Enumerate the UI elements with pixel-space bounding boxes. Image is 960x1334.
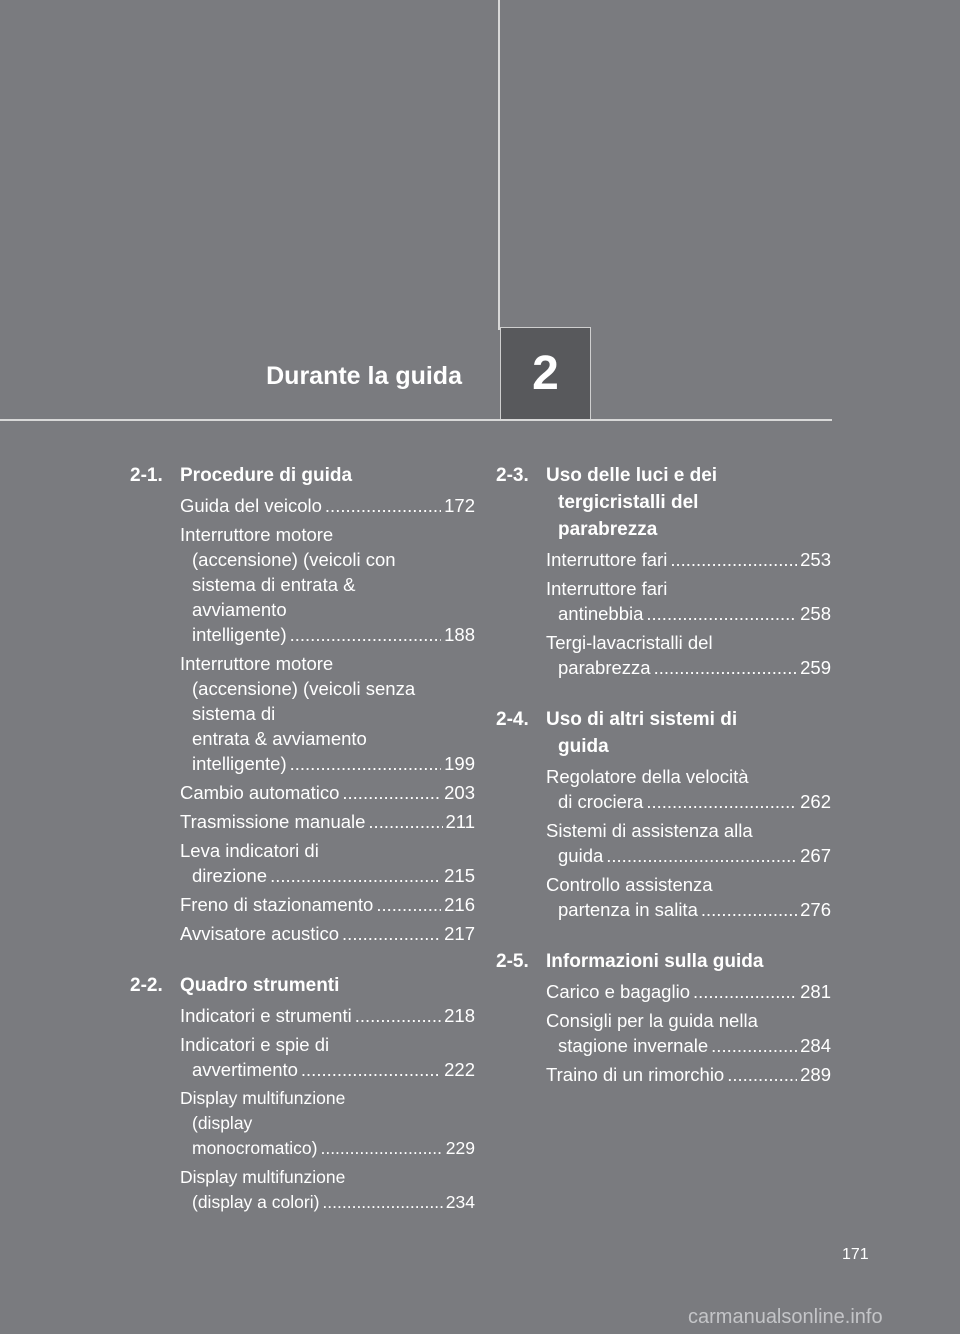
entry-text-line: Freno di stazionamento xyxy=(180,894,374,915)
entry-page-number: 262 xyxy=(800,791,831,812)
dot-leader xyxy=(355,1003,441,1028)
toc-entry[interactable] xyxy=(180,651,475,776)
entry-page-number: 199 xyxy=(444,753,475,774)
toc-section xyxy=(496,462,831,680)
entry-last-line xyxy=(546,601,831,626)
entry-text-line: Cambio automatico xyxy=(180,782,340,803)
entry-text-line: Interruttore fari xyxy=(546,549,668,570)
toc-section xyxy=(496,948,831,1087)
entry-last-line xyxy=(180,863,475,888)
entry-page-number: 276 xyxy=(800,899,831,920)
toc-entry[interactable] xyxy=(180,921,475,946)
entry-page-number: 289 xyxy=(800,1064,831,1085)
entry-page-number: 203 xyxy=(444,782,475,803)
vertical-divider xyxy=(498,0,500,330)
entry-page-number: 216 xyxy=(444,894,475,915)
dot-leader xyxy=(693,979,797,1004)
entry-text-line: intelligente) xyxy=(192,624,287,645)
dot-leader xyxy=(325,493,441,518)
page-number: 171 xyxy=(842,1246,869,1263)
entry-page-number: 253 xyxy=(800,549,831,570)
entry-text-line: Display multifunzione xyxy=(180,1088,346,1108)
section-title xyxy=(180,462,475,489)
entry-last-line xyxy=(546,843,831,868)
entry-text-line: partenza in salita xyxy=(558,899,698,920)
toc-section xyxy=(496,706,831,922)
chapter-number-box xyxy=(500,327,591,419)
section-title-line: Procedure di guida xyxy=(180,465,353,486)
entry-text-line: Regolatore della velocità xyxy=(546,766,749,787)
entry-last-line xyxy=(546,655,831,680)
entry-last-line xyxy=(180,780,475,805)
entry-last-line xyxy=(180,751,475,776)
dot-leader xyxy=(320,1136,442,1161)
dot-leader xyxy=(606,843,797,868)
entry-text-line: di crociera xyxy=(558,791,644,812)
entry-text-line: Tergi-lavacristalli del xyxy=(546,632,713,653)
dot-leader xyxy=(270,863,441,888)
dot-leader xyxy=(701,897,797,922)
entry-page-number: 281 xyxy=(800,981,831,1002)
entry-text-line: Indicatori e strumenti xyxy=(180,1005,352,1026)
watermark: carmanualsonline.info xyxy=(688,1306,883,1328)
toc-entry[interactable] xyxy=(546,1062,831,1087)
entry-page-number: 172 xyxy=(444,495,475,516)
entry-last-line xyxy=(180,1190,475,1215)
entry-last-line xyxy=(546,1033,831,1058)
section-title xyxy=(180,972,475,999)
entry-text-line: antinebbia xyxy=(558,603,644,624)
entry-page-number: 222 xyxy=(444,1059,475,1080)
section-title-line: Quadro strumenti xyxy=(180,975,340,996)
entry-last-line xyxy=(180,809,475,834)
entry-text-line: (display a colori) xyxy=(192,1192,320,1212)
entry-page-number: 234 xyxy=(445,1192,475,1212)
dot-leader xyxy=(670,547,797,572)
entry-last-line xyxy=(546,897,831,922)
section-title xyxy=(546,948,831,975)
toc-entry[interactable] xyxy=(180,493,475,518)
dot-leader xyxy=(368,809,442,834)
entry-last-line xyxy=(180,1003,475,1028)
section-title-line: Uso delle luci e dei xyxy=(546,465,718,486)
entry-text-line: Leva indicatori di xyxy=(180,840,319,861)
toc-entry[interactable] xyxy=(180,780,475,805)
entry-page-number: 229 xyxy=(445,1138,475,1158)
entry-text-line: Avvisatore acustico xyxy=(180,923,340,944)
toc-entry[interactable] xyxy=(546,630,831,680)
dot-leader xyxy=(376,892,441,917)
toc-entry[interactable] xyxy=(546,576,831,626)
entry-text-line: guida xyxy=(558,845,604,866)
toc-entry[interactable] xyxy=(180,892,475,917)
section-title-line: guida xyxy=(558,736,609,757)
section-number: 2-5. xyxy=(496,951,529,972)
dot-leader xyxy=(301,1057,441,1082)
toc-entry[interactable] xyxy=(180,522,475,647)
entry-page-number: 259 xyxy=(800,657,831,678)
horizontal-divider xyxy=(0,419,832,421)
toc-entry[interactable] xyxy=(180,1165,475,1215)
dot-leader xyxy=(342,921,441,946)
toc-column-right xyxy=(496,462,831,1113)
entry-last-line xyxy=(180,921,475,946)
entry-text-line: avvertimento xyxy=(192,1059,298,1080)
toc-entry[interactable] xyxy=(546,1008,831,1058)
entry-text-line: Sistemi di assistenza alla xyxy=(546,820,753,841)
dot-leader xyxy=(727,1062,797,1087)
entry-page-number: 284 xyxy=(800,1035,831,1056)
toc-entry[interactable] xyxy=(180,1032,475,1082)
entry-text-line: sistema di entrata & xyxy=(192,574,356,595)
dot-leader xyxy=(711,1033,797,1058)
toc-column-left xyxy=(130,462,475,1241)
entry-page-number: 267 xyxy=(800,845,831,866)
section-heading[interactable] xyxy=(496,462,831,543)
entry-text-line: entrata & avviamento xyxy=(192,728,367,749)
toc-entry[interactable] xyxy=(546,818,831,868)
dot-leader xyxy=(290,751,442,776)
chapter-number: 2 xyxy=(532,347,559,400)
entry-text-line: Carico e bagaglio xyxy=(546,981,690,1002)
entry-last-line xyxy=(546,789,831,814)
entry-last-line xyxy=(180,892,475,917)
entry-text-line: intelligente) xyxy=(192,753,287,774)
dot-leader xyxy=(342,780,441,805)
dot-leader xyxy=(646,789,797,814)
entry-text-line: sistema di xyxy=(192,703,276,724)
toc-entry[interactable] xyxy=(546,979,831,1004)
section-number: 2-1. xyxy=(130,465,163,486)
entry-last-line xyxy=(546,979,831,1004)
entry-text-line: (display xyxy=(192,1113,253,1133)
entry-last-line xyxy=(180,622,475,647)
entry-last-line xyxy=(546,547,831,572)
section-heading[interactable] xyxy=(130,462,475,489)
entry-page-number: 211 xyxy=(445,811,475,832)
entry-text-line: Interruttore motore xyxy=(180,653,334,674)
entry-page-number: 217 xyxy=(444,923,475,944)
entry-text-line: Consigli per la guida nella xyxy=(546,1010,758,1031)
entry-last-line xyxy=(180,1057,475,1082)
section-title xyxy=(546,706,831,760)
entry-text-line: Interruttore motore xyxy=(180,524,334,545)
entry-text-line: Controllo assistenza xyxy=(546,874,713,895)
section-heading[interactable] xyxy=(496,948,831,975)
entry-last-line xyxy=(546,1062,831,1087)
entry-text-line: Trasmissione manuale xyxy=(180,811,366,832)
toc-entry[interactable] xyxy=(180,1086,475,1161)
entry-page-number: 215 xyxy=(444,865,475,886)
section-number: 2-3. xyxy=(496,465,529,486)
section-number: 2-4. xyxy=(496,709,529,730)
chapter-title: Durante la guida xyxy=(266,362,462,390)
toc-entry[interactable] xyxy=(546,547,831,572)
entry-last-line xyxy=(180,493,475,518)
toc-entry[interactable] xyxy=(180,838,475,888)
toc-entry[interactable] xyxy=(546,872,831,922)
entry-text-line: Indicatori e spie di xyxy=(180,1034,330,1055)
dot-leader xyxy=(290,622,442,647)
entry-text-line: direzione xyxy=(192,865,268,886)
entry-text-line: monocromatico) xyxy=(192,1138,318,1158)
entry-text-line: Guida del veicolo xyxy=(180,495,322,516)
toc-section xyxy=(130,972,475,1215)
toc-entry[interactable] xyxy=(546,764,831,814)
section-number: 2-2. xyxy=(130,975,163,996)
section-title-line: Informazioni sulla guida xyxy=(546,951,764,972)
section-title-line: tergicristalli del xyxy=(558,492,699,513)
entry-text-line: stagione invernale xyxy=(558,1035,709,1056)
entry-text-line: Interruttore fari xyxy=(546,578,668,599)
entry-text-line: Display multifunzione xyxy=(180,1167,346,1187)
toc-section xyxy=(130,462,475,946)
entry-text-line: avviamento xyxy=(192,599,287,620)
entry-text-line: (accensione) (veicoli con xyxy=(192,549,396,570)
entry-text-line: parabrezza xyxy=(558,657,651,678)
entry-text-line: (accensione) (veicoli senza xyxy=(192,678,416,699)
toc-entry[interactable] xyxy=(180,809,475,834)
entry-page-number: 218 xyxy=(444,1005,475,1026)
section-title-line: Uso di altri sistemi di xyxy=(546,709,738,730)
entry-page-number: 258 xyxy=(800,603,831,624)
section-title-line: parabrezza xyxy=(558,519,658,540)
entry-last-line xyxy=(180,1136,475,1161)
dot-leader xyxy=(654,655,798,680)
section-heading[interactable] xyxy=(130,972,475,999)
dot-leader xyxy=(646,601,797,626)
section-heading[interactable] xyxy=(496,706,831,760)
section-title xyxy=(546,462,831,543)
entry-text-line: Traino di un rimorchio xyxy=(546,1064,725,1085)
entry-page-number: 188 xyxy=(444,624,475,645)
dot-leader xyxy=(322,1190,442,1215)
toc-entry[interactable] xyxy=(180,1003,475,1028)
